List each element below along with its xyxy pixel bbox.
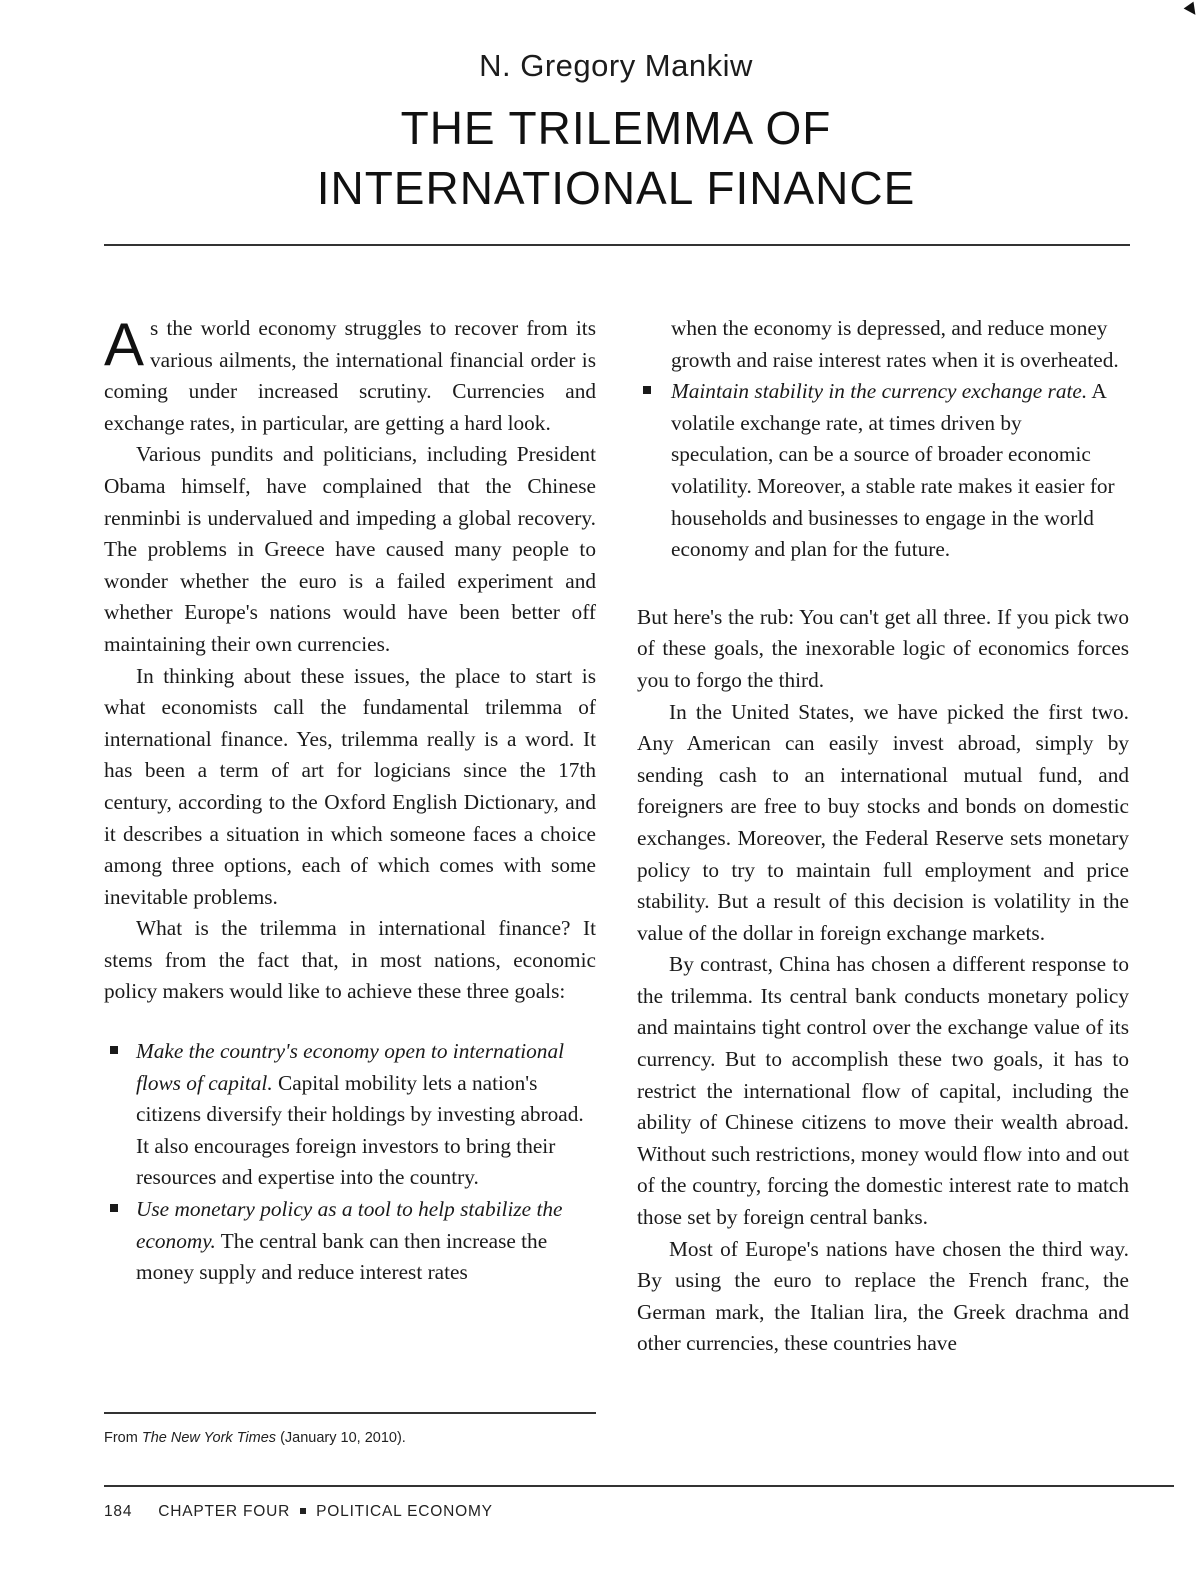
- title-divider: [104, 244, 1130, 246]
- section-label: POLITICAL ECONOMY: [316, 1503, 493, 1520]
- author-name: N. Gregory Mankiw: [479, 48, 753, 83]
- title-line-1: THE TRILEMMA OF: [400, 102, 832, 154]
- footer-divider: [104, 1485, 1174, 1487]
- paragraph-europe: Most of Europe's nations have chosen the third way. By using the euro to replace the French franc, the German mark, the Italian lira, the Greek drachma and other currencies, these countries have: [637, 1236, 1129, 1356]
- source-footnote: [104, 1430, 596, 1446]
- bullet-square-icon: [643, 386, 651, 394]
- footnote-source: The New York Times: [141, 1430, 277, 1446]
- goal-monetary-heading: Use monetary policy as a tool to help stabilize the economy.: [136, 1197, 563, 1253]
- paragraph-china: By contrast, China has chosen a different response to the trilemma. Its central bank conducts monetary policy and maintains tight control over the exchange value of its currency. But to accomplish these two goals, it has to restrict the international flow of capital, including the ability of Chinese citizens to move their wealth abroad. Without such restrictions, money would flow into and out of the country, forcing the domestic interest rate to match those set by foreign central banks.: [637, 952, 1129, 1230]
- goal-capital-text: Capital mobility lets a nation's citizens diversify their holdings by investing abroad. It also encourages foreign investors to bring their resources and expertise into the country.: [136, 1070, 584, 1190]
- right-column: [637, 313, 1129, 1360]
- goal-exchange-heading: Maintain stability in the currency exchange rate.: [671, 379, 1088, 404]
- scan-corner-mark: [1184, 2, 1200, 19]
- goal-capital-heading: Make the country's economy open to international flows of capital.: [136, 1039, 565, 1095]
- title-line-2: INTERNATIONAL FINANCE: [316, 162, 916, 214]
- footnote-divider: [104, 1412, 596, 1414]
- footer-bullet-icon: [300, 1508, 306, 1514]
- bullet-square-icon: [110, 1046, 118, 1054]
- goal-item-capital: [104, 1036, 596, 1194]
- opening-paragraph: [104, 313, 596, 439]
- footnote-date: (January 10, 2010).: [276, 1430, 406, 1446]
- goal-item-monetary: [104, 1194, 596, 1289]
- page-number: 184: [104, 1503, 133, 1520]
- goal-monetary-continued: when the economy is depressed, and reduce money growth and raise interest rates when it is overheated.: [671, 316, 1119, 372]
- footnote-prefix: From: [104, 1430, 142, 1446]
- goals-list: [104, 1036, 596, 1289]
- paragraph-three-goals: What is the trilemma in international finance? It stems from the fact that, in most nations, economic policy makers would like to achieve these three goals:: [104, 916, 596, 1004]
- page-footer: [104, 1503, 493, 1521]
- spacer: [104, 1008, 596, 1036]
- bullet-square-icon: [110, 1204, 118, 1212]
- opening-text: s the world economy struggles to recover from its various ailments, the international financial order is coming under increased scrutiny. Currencies and exchange rates, in particular, are getting a hard look.: [104, 316, 596, 435]
- spacer: [637, 566, 1129, 602]
- goal-monetary-text: The central bank can then increase the money supply and reduce interest rates: [136, 1228, 548, 1285]
- goals-list-continued: [637, 376, 1129, 566]
- paragraph-united-states: In the United States, we have picked the first two. Any American can easily invest abroad, simply by sending cash to an international mutual fund, and foreigners are free to buy stocks and bonds on domestic exchanges. Moreover, the Federal Reserve sets monetary policy to try to maintain full employment and price stability. But a result of this decision is volatility in the value of the dollar in foreign exchange markets.: [637, 699, 1129, 945]
- paragraph-pundits: Various pundits and politicians, including President Obama himself, have complained that the Chinese renminbi is undervalued and impeding a global recovery. The problems in Greece have caused many people to wonder whether the euro is a failed experiment and whether Europe's nations would have been better off maintaining their own currencies.: [104, 442, 596, 656]
- left-column: [104, 313, 596, 1289]
- paragraph-trilemma-definition: In thinking about these issues, the place to start is what economists call the fundamental trilemma of international finance. Yes, trilemma really is a word. It has been a term of art for logicians since the 17th century, according to the Oxford English Dictionary, and it describes a situation in which someone faces a choice among three options, each of which comes with some inevitable problems.: [104, 663, 596, 909]
- article-title: [0, 98, 1200, 218]
- drop-cap: A: [104, 311, 145, 378]
- goal-exchange-text: A volatile exchange rate, at times driven by speculation, can be a source of broader economic volatility. Moreover, a stable rate makes it easier for households and businesses to engage in the world economy and plan for the future.: [671, 379, 1115, 562]
- goal-item-exchange-rate: [637, 376, 1129, 566]
- chapter-label: CHAPTER FOUR: [158, 1503, 291, 1520]
- paragraph-the-rub: But here's the rub: You can't get all three. If you pick two of these goals, the inexorable logic of economics forces you to forgo the third.: [637, 604, 1129, 692]
